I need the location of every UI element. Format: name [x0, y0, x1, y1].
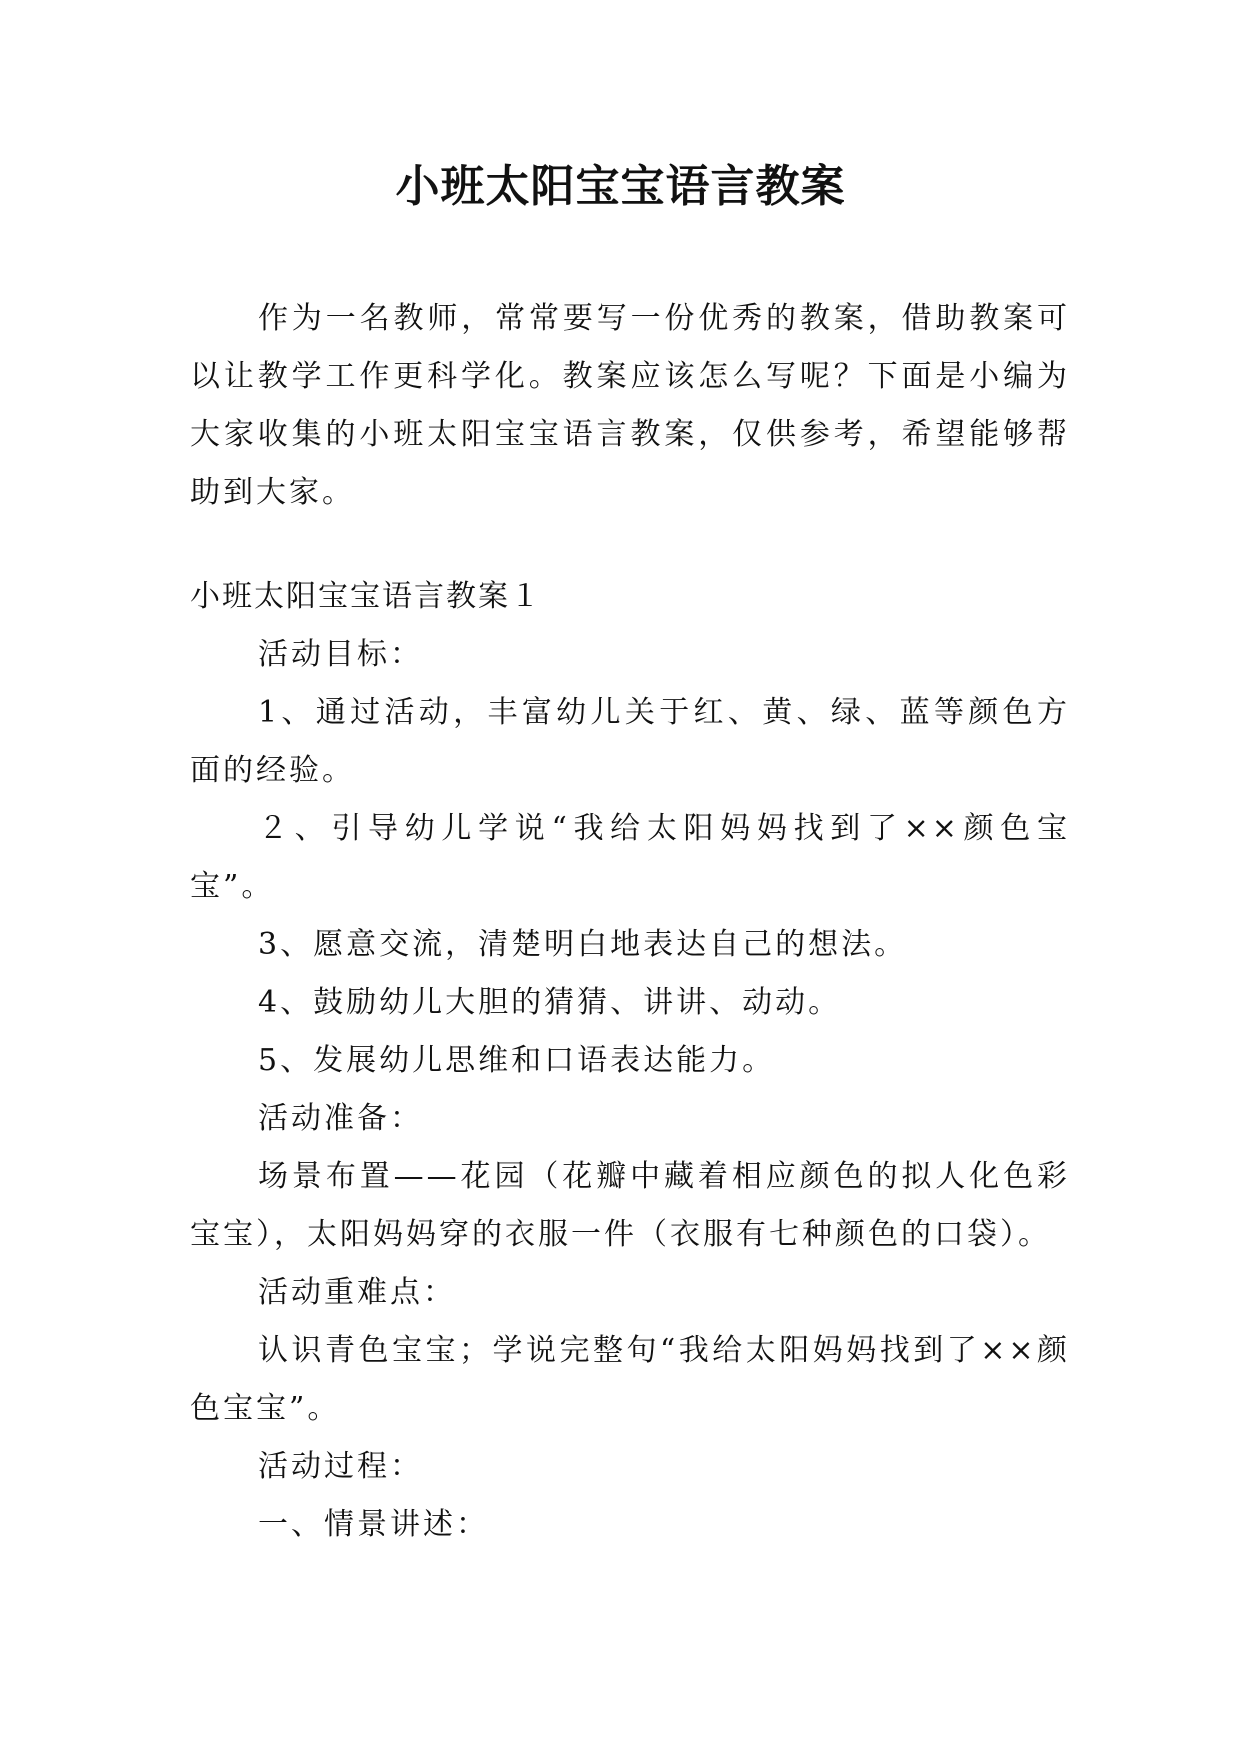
document-title: 小班太阳宝宝语言教案 — [395, 161, 846, 212]
prep-heading: 活动准备： — [258, 1101, 423, 1136]
goal-item-2: ２、引导幼儿学说“我给太阳妈妈找到了××颜色宝宝”。 — [190, 811, 1070, 904]
paragraph-spacer — [190, 522, 1070, 568]
process-heading: 活动过程： — [258, 1449, 423, 1484]
goal-item-5: 5、发展幼儿思维和口语表达能力。 — [258, 1043, 776, 1078]
goals-heading: 活动目标： — [258, 637, 423, 672]
intro-paragraph: 作为一名教师，常常要写一份优秀的教案，借助教案可以让教学工作更科学化。教案应该怎么写呢？下面是小编为大家收集的小班太阳宝宝语言教案，仅供参考，希望能够帮助到大家。 — [190, 301, 1070, 510]
key-paragraph: 认识青色宝宝；学说完整句“我给太阳妈妈找到了××颜色宝宝”。 — [190, 1333, 1070, 1426]
goal-item-1: 1、通过活动，丰富幼儿关于红、黄、绿、蓝等颜色方面的经验。 — [190, 695, 1070, 788]
goal-item-4: 4、鼓励幼儿大胆的猜猜、讲讲、动动。 — [258, 985, 842, 1020]
key-heading: 活动重难点： — [258, 1275, 456, 1310]
goal-item-3: 3、愿意交流，清楚明白地表达自己的想法。 — [258, 927, 908, 962]
section-title: 小班太阳宝宝语言教案１ — [190, 579, 542, 614]
process-step-1: 一、情景讲述： — [258, 1507, 489, 1542]
prep-paragraph: 场景布置——花园（花瓣中藏着相应颜色的拟人化色彩宝宝），太阳妈妈穿的衣服一件（衣服有七种颜色的口袋）。 — [190, 1159, 1070, 1252]
document-body — [190, 290, 1070, 1554]
